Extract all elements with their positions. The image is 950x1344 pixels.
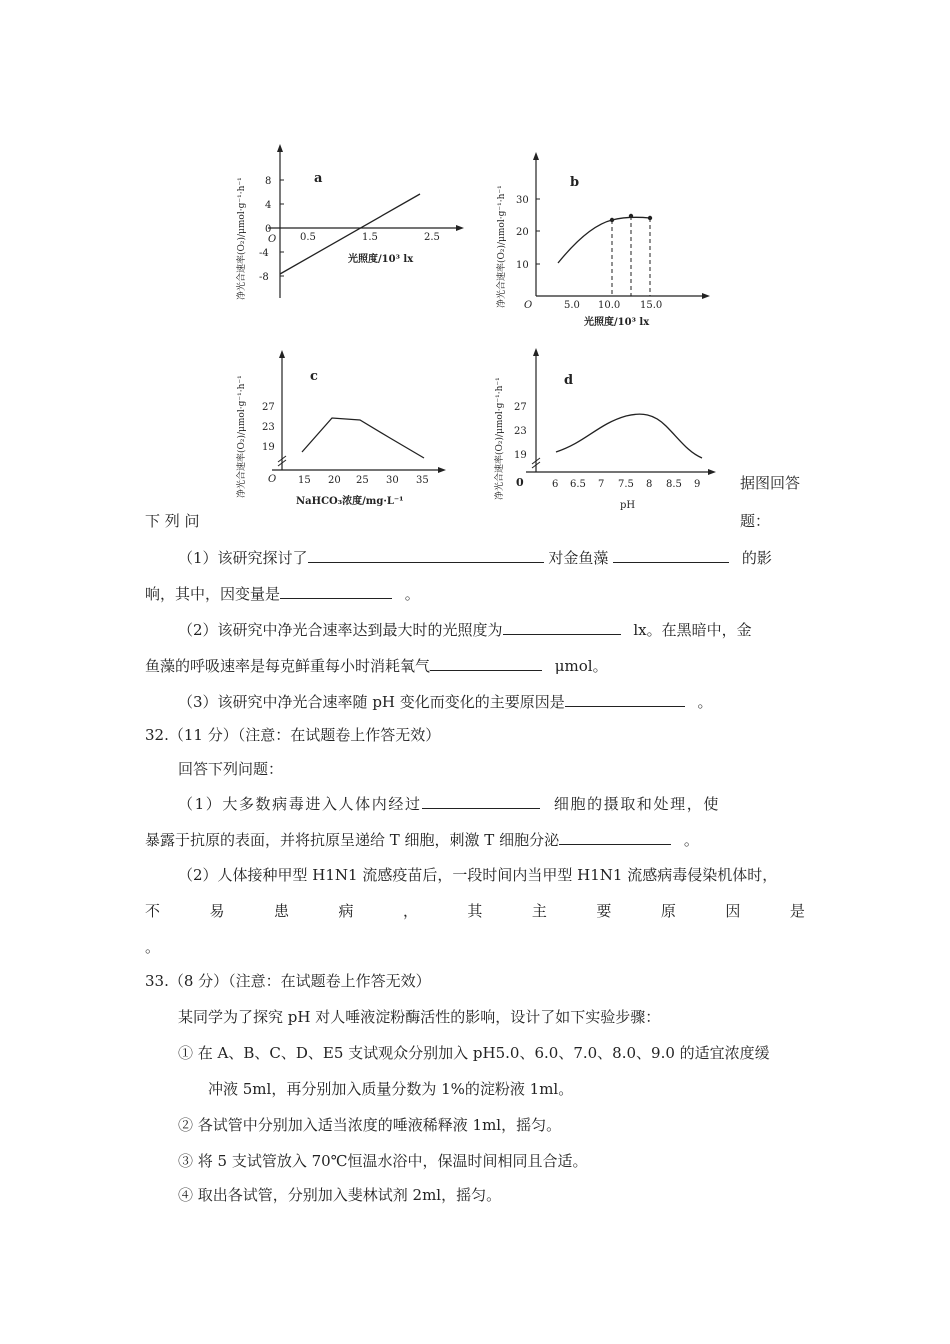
step-4: ④ 取出各试管，分别加入斐林试剂 2ml，摇匀。 (178, 1186, 502, 1204)
question-3: （3）该研究中净光合速率随 pH 变化而变化的主要原因是 。 (178, 690, 713, 713)
chart-b-xtick: 10.0 (598, 300, 621, 311)
chart-a (228, 140, 468, 310)
chart-a-ytick: 8 (265, 176, 272, 187)
chart-c-xtick: 30 (386, 475, 399, 486)
chart-b-ytick: 10 (516, 260, 529, 271)
chart-d-xtick: 7.5 (618, 479, 634, 490)
chart-d-ytick: 27 (514, 402, 527, 413)
chart-b-xtick: 15.0 (640, 300, 663, 311)
question-32-2: （2）人体接种甲型 H1N1 流感疫苗后，一段时间内当甲型 H1N1 流感病毒侵染机体时， (178, 866, 778, 884)
chart-c-xtick: 25 (356, 475, 369, 486)
tail-left: 下 列 问 (145, 512, 200, 530)
question-2-cont: 鱼藻的呼吸速率是每克鲜重每小时消耗氧气 μmol。 (145, 654, 608, 677)
heading-32: 32.（11 分）（注意：在试题卷上作答无效） (145, 726, 441, 744)
chart-b-ylabel: 净光合速率(O₂)/μmol·g⁻¹·h⁻¹ (497, 185, 507, 308)
tail-right: 据图回答 (740, 474, 801, 492)
chart-b-ytick: 30 (516, 195, 529, 206)
tail-end: 题： (740, 512, 771, 530)
chart-a-ytick: -4 (259, 248, 269, 259)
chart-c-xtick: 35 (416, 475, 429, 486)
chart-c-xtick: 15 (298, 475, 311, 486)
chart-c-origin: O (268, 474, 277, 485)
chart-b-ytick: 20 (516, 227, 529, 238)
chart-a-ylabel: 净光合速率(O₂)/μmol·g⁻¹·h⁻¹ (237, 177, 247, 300)
chart-a-ytick: 0 (265, 224, 272, 235)
chart-a-letter: a (314, 171, 323, 186)
chart-a-ytick: 4 (265, 200, 272, 211)
chart-d-xtick: 9 (694, 479, 701, 490)
chart-a-origin: O (268, 234, 277, 245)
chart-c-xtick: 20 (328, 475, 341, 486)
prompt-32: 回答下列问题： (178, 760, 284, 778)
chart-d-xtick: 8.5 (666, 479, 682, 490)
chart-b-letter: b (570, 175, 580, 190)
chart-b-xtick: 5.0 (564, 300, 580, 311)
chart-c-ytick: 19 (262, 442, 275, 453)
step-1-cont: 冲液 5ml，再分别加入质量分数为 1%的淀粉液 1ml。 (208, 1080, 574, 1098)
chart-d-xtick: 6.5 (570, 479, 586, 490)
chart-d-curve (556, 414, 702, 458)
chart-d (486, 340, 726, 515)
chart-a-xlabel: 光照度/10³ lx (348, 254, 414, 265)
chart-c-ytick: 23 (262, 422, 275, 433)
chart-d-xlabel: pH (620, 500, 636, 511)
chart-c-curve (302, 418, 424, 458)
chart-d-ytick: 19 (514, 450, 527, 461)
heading-33: 33.（8 分）（注意：在试题卷上作答无效） (145, 972, 431, 990)
question-2: （2）该研究中净光合速率达到最大时的光照度为 lx。在黑暗中，金 (178, 618, 752, 641)
chart-d-ylabel: 净光合速率(O₂)/μmol·g⁻¹·h⁻¹ (495, 377, 505, 500)
chart-d-xtick: 6 (552, 479, 559, 490)
step-3: ③ 将 5 支试管放入 70℃恒温水浴中，保温时间相同且合适。 (178, 1152, 588, 1170)
chart-c-xlabel: NaHCO₃浓度/mg·L⁻¹ (296, 496, 404, 507)
chart-a-xtick: 0.5 (300, 232, 316, 243)
prompt-33: 某同学为了探究 pH 对人唾液淀粉酶活性的影响，设计了如下实验步骤： (178, 1008, 661, 1026)
chart-d-origin: 0 (516, 476, 524, 489)
chart-d-ytick: 23 (514, 426, 527, 437)
chart-d-letter: d (564, 373, 574, 388)
chart-d-xtick: 8 (646, 479, 653, 490)
chart-c (228, 340, 458, 510)
chart-b-origin: O (524, 300, 533, 311)
chart-b-curve (558, 217, 650, 263)
step-1: ① 在 A、B、C、D、E5 支试观众分别加入 pH5.0、6.0、7.0、8.0、9.0 的适宜浓度缓 (178, 1044, 770, 1062)
chart-a-xtick: 2.5 (424, 232, 440, 243)
chart-a-ytick: -8 (259, 272, 269, 283)
question-32-1: （1）大多数病毒进入人体内经过 细胞的摄取和处理，使 (178, 792, 720, 815)
chart-c-ytick: 27 (262, 402, 275, 413)
chart-c-ylabel: 净光合速率(O₂)/μmol·g⁻¹·h⁻¹ (237, 375, 247, 498)
chart-b (488, 138, 718, 333)
question-32-2-spread: 不 易 患 病 ， 其 主 要 原 因 是 (145, 902, 805, 920)
question-32-1-cont: 暴露于抗原的表面，并将抗原呈递给 T 细胞，刺激 T 细胞分泌 。 (145, 828, 699, 851)
chart-d-xtick: 7 (598, 479, 605, 490)
chart-b-xlabel: 光照度/10³ lx (584, 317, 650, 328)
end-dot: 。 (145, 938, 161, 956)
question-1-cont: 响，其中，因变量是 。 (145, 582, 420, 605)
step-2: ② 各试管中分别加入适当浓度的唾液稀释液 1ml，摇匀。 (178, 1116, 562, 1134)
question-1: （1）该研究探讨了 对金鱼藻 的影 (178, 546, 772, 569)
chart-c-letter: c (310, 369, 318, 384)
chart-a-xtick: 1.5 (362, 232, 378, 243)
